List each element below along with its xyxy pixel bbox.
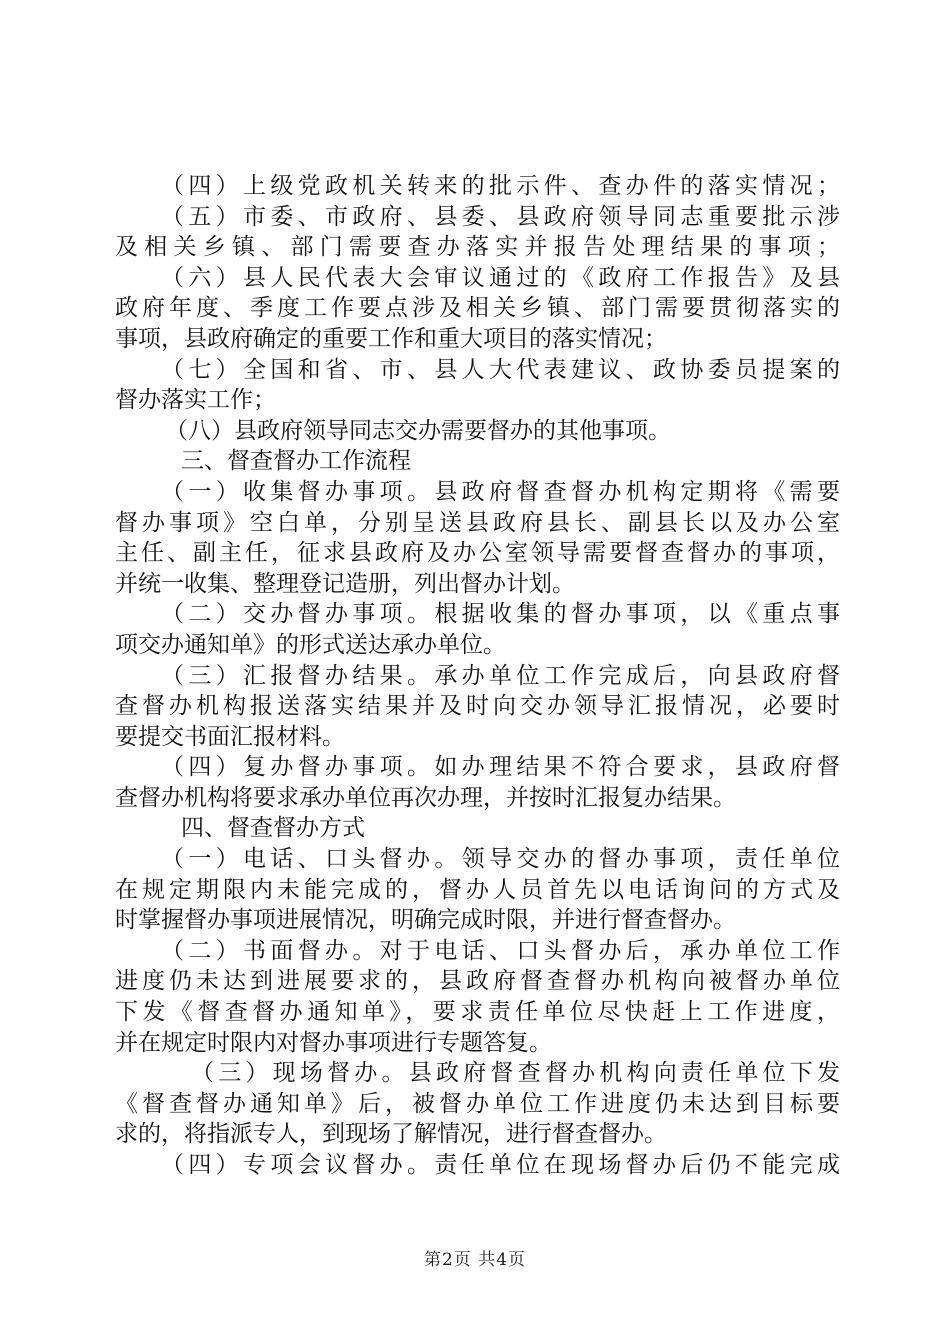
text-line: 查督办机构报送落实结果并及时向交办领导汇报情况，必要时 [115, 693, 840, 720]
text-line: 《督查督办通知单》后，被督办单位工作进度仍未达到目标要 [115, 1090, 840, 1117]
text-line: 事项，县政府确定的重要工作和重大项目的落实情况； [115, 325, 667, 352]
text-line: 主任、副主任，征求县政府及办公室领导需要督查督办的事项， [115, 540, 840, 567]
text-line: 查督办机构将要求承办单位再次办理，并按时汇报复办结果。 [115, 784, 736, 811]
text-line: 并在规定时限内对督办事项进行专题答复。 [115, 1029, 552, 1056]
text-line: （一）电话、口头督办。领导交办的督办事项，责任单位 [161, 846, 840, 873]
section-heading: 三、督查督办工作流程 [181, 448, 411, 475]
text-line: （四）复办督办事项。如办理结果不符合要求，县政府督 [161, 754, 840, 781]
section-heading: 四、督查督办方式 [181, 815, 365, 842]
text-line: （一）收集督办事项。县政府督查督办机构定期将《需要 [161, 478, 840, 505]
text-line: （三）现场督办。县政府督查督办机构向责任单位下发 [191, 1060, 840, 1087]
text-line: （二）书面督办。对于电话、口头督办后，承办单位工作 [161, 937, 840, 964]
text-line: 要提交书面汇报材料。 [115, 723, 345, 750]
text-line: （二）交办督办事项。根据收集的督办事项，以《重点事 [161, 601, 840, 628]
text-line: 求的，将指派专人，到现场了解情况，进行督查督办。 [115, 1121, 667, 1148]
text-line: （三）汇报督办结果。承办单位工作完成后，向县政府督 [161, 662, 840, 689]
text-line: （七）全国和省、市、县人大代表建议、政协委员提案的 [161, 356, 840, 383]
text-line: 下发《督查督办通知单》，要求责任单位尽快赶上工作进度， [115, 999, 840, 1026]
text-line: （八）县政府领导同志交办需要督办的其他事项。 [165, 417, 671, 444]
text-line: 在规定期限内未能完成的，督办人员首先以电话询问的方式及 [115, 876, 840, 903]
text-line: （四）专项会议督办。责任单位在现场督办后仍不能完成 [161, 1152, 840, 1178]
text-line: 督办事项》空白单，分别呈送县政府县长、副县长以及办公室 [115, 509, 840, 536]
text-line: 及相关乡镇、部门需要查办落实并报告处理结果的事项； [115, 234, 840, 261]
text-line: 政府年度、季度工作要点涉及相关乡镇、部门需要贯彻落实的 [115, 295, 840, 322]
text-line: 督办落实工作； [115, 387, 276, 414]
page-footer: 第2页 共4页 [423, 1250, 527, 1270]
text-line: （五）市委、市政府、县委、县政府领导同志重要批示涉 [161, 203, 840, 230]
text-line: 并统一收集、整理登记造册，列出督办计划。 [115, 570, 575, 597]
text-line: 进度仍未达到进展要求的，县政府督查督办机构向被督办单位 [115, 968, 840, 995]
document-body [115, 171, 840, 1181]
text-line: （六）县人民代表大会审议通过的《政府工作报告》及县 [161, 264, 840, 291]
text-line: 项交办通知单》的形式送达承办单位。 [115, 631, 506, 658]
text-line: （四）上级党政机关转来的批示件、查办件的落实情况； [161, 173, 840, 199]
text-line: 时掌握督办事项进展情况，明确完成时限，并进行督查督办。 [115, 907, 736, 934]
